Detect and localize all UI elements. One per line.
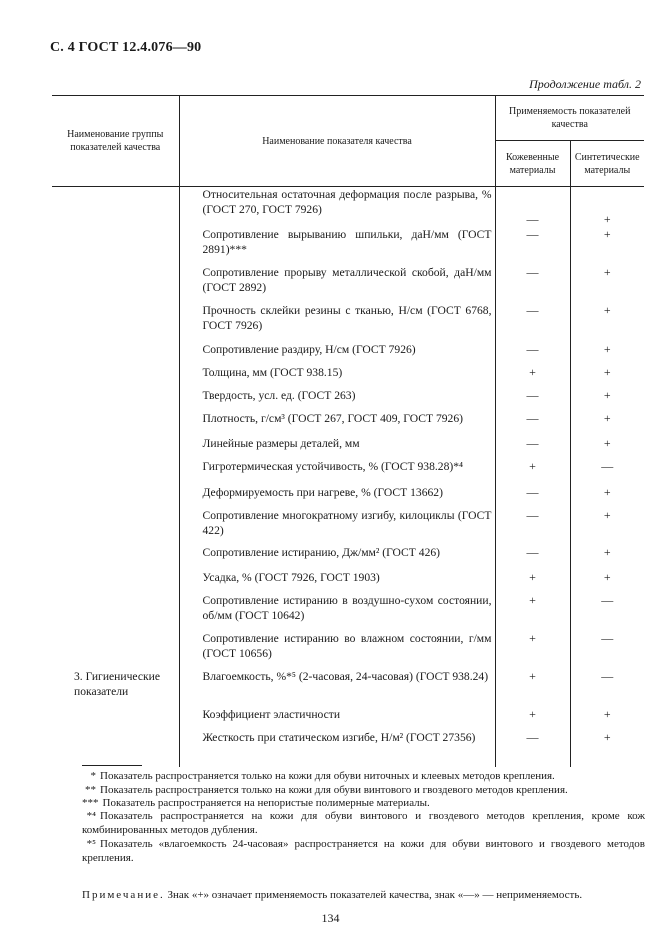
row-synthetic-mark: + [570,365,644,388]
row-name-cell: Толщина, мм (ГОСТ 938.15) [179,365,495,388]
row-leather-mark: — [495,508,570,545]
table-row [52,508,644,545]
row-leather-mark: — [495,227,570,265]
row-synthetic-mark: + [570,730,644,767]
row-name-cell: Твердость, усл. ед. (ГОСТ 263) [179,388,495,411]
row-name-cell: Сопротивление вырыванию шпильки, даН/мм (ГОСТ 2891)*** [179,227,495,265]
table-row [52,227,644,265]
row-name-cell: Коэффициент эластичности [179,707,495,730]
row-group-cell [52,459,179,485]
row-synthetic-mark: + [570,342,644,365]
table-row [52,187,644,228]
footnote-symbol: * [90,770,96,782]
row-group-cell [52,570,179,593]
row-group-cell [52,227,179,265]
footnote [82,797,645,811]
table-row [52,669,644,707]
row-group-cell [52,436,179,459]
footnote [82,838,645,865]
row-name-cell: Плотность, г/см³ (ГОСТ 267, ГОСТ 409, ГОСТ 7926) [179,411,495,436]
row-synthetic-mark: + [570,508,644,545]
row-name-cell: Линейные размеры деталей, мм [179,436,495,459]
row-group-cell [52,730,179,767]
row-group-cell [52,303,179,342]
row-leather-mark: — [495,545,570,570]
synthetic-column-header: Синтетические материалы [570,141,644,187]
row-leather-mark: + [495,365,570,388]
row-synthetic-mark: + [570,187,644,228]
footnote-rule [82,765,142,766]
row-group-cell [52,388,179,411]
leather-column-header: Кожевенные материалы [495,141,570,187]
name-column-header: Наименование показателя качества [179,96,495,187]
row-name-cell: Сопротивление многократному изгибу, килоциклы (ГОСТ 422) [179,508,495,545]
row-group-cell [52,707,179,730]
table-row [52,388,644,411]
row-synthetic-mark: + [570,545,644,570]
row-synthetic-mark: — [570,669,644,707]
row-synthetic-mark: + [570,303,644,342]
row-group-cell [52,265,179,303]
row-leather-mark: + [495,669,570,707]
row-synthetic-mark: + [570,411,644,436]
row-name-cell: Сопротивление прорыву металлической скобой, даН/мм (ГОСТ 2892) [179,265,495,303]
row-synthetic-mark: + [570,485,644,508]
row-synthetic-mark: — [570,459,644,485]
row-name-cell: Гигротермическая устойчивость, % (ГОСТ 938.28)*⁴ [179,459,495,485]
row-name-cell: Сопротивление раздиру, Н/см (ГОСТ 7926) [179,342,495,365]
row-group-cell [52,508,179,545]
table-row [52,707,644,730]
note-label: Примечание. [82,889,165,901]
row-name-cell: Прочность склейки резины с тканью, Н/см (ГОСТ 6768, ГОСТ 7926) [179,303,495,342]
table-row [52,459,644,485]
footnote-text: Показатель распространяется только на кожи для обуви ниточных и клеевых методов крепления. [100,770,555,782]
row-synthetic-mark: + [570,227,644,265]
footnote-symbol: *⁴ [86,810,96,822]
row-leather-mark: + [495,570,570,593]
group-label: 3. Гигиенические показатели [74,670,160,698]
row-synthetic-mark: + [570,436,644,459]
row-name-cell: Деформируемость при нагреве, % (ГОСТ 13662) [179,485,495,508]
group-column-header: Наименование группы показателей качества [52,96,179,187]
row-leather-mark: — [495,411,570,436]
table-row [52,730,644,767]
row-name-cell: Относительная остаточная деформация после разрыва, % (ГОСТ 270, ГОСТ 7926) [179,187,495,228]
row-leather-mark: — [495,730,570,767]
table-row [52,593,644,631]
page-number: 134 [321,911,340,925]
row-name-cell: Сопротивление истиранию во влажном состоянии, г/мм (ГОСТ 10656) [179,631,495,669]
row-leather-mark: + [495,459,570,485]
table-row [52,411,644,436]
footnote-text: Показатель распространяется на кожи для обуви винтового и гвоздевого методов крепления, кроме кож комбинированных методов дубления. [82,810,645,836]
table-row [52,436,644,459]
row-name-cell: Усадка, % (ГОСТ 7926, ГОСТ 1903) [179,570,495,593]
footnote-text: Показатель распространяется на непористые полимерные материалы. [102,797,430,809]
footnote [82,784,645,798]
footnote-text: Показатель распространяется только на кожи для обуви винтового и гвоздевого методов крепления. [100,784,568,796]
row-name-cell: Сопротивление истиранию, Дж/мм² (ГОСТ 426) [179,545,495,570]
row-name-cell: Жесткость при статическом изгибе, Н/м² (ГОСТ 27356) [179,730,495,767]
row-synthetic-mark: — [570,593,644,631]
row-leather-mark: — [495,436,570,459]
row-group-cell [52,342,179,365]
row-group-cell [52,545,179,570]
note-text: Знак «+» означает применяемость показателей качества, знак «—» — неприменяемость. [167,889,583,901]
table-row [52,303,644,342]
row-leather-mark: + [495,593,570,631]
row-group-cell [52,187,179,228]
footnote-symbol: ** [85,784,96,796]
row-synthetic-mark: + [570,265,644,303]
applicability-header: Применяемость показателей качества [495,96,644,141]
row-group-cell [52,593,179,631]
row-synthetic-mark: — [570,631,644,669]
row-name-cell: Влагоемкость, %*⁵ (2-часовая, 24-часовая) (ГОСТ 938.24) [179,669,495,707]
table-row [52,485,644,508]
table-row [52,570,644,593]
row-group-cell [52,411,179,436]
row-group-cell [52,631,179,669]
footnote-symbol: *⁵ [86,838,96,850]
table-continuation-label: Продолжение табл. 2 [529,77,641,91]
row-group-cell [52,485,179,508]
row-leather-mark: — [495,342,570,365]
row-leather-mark: + [495,631,570,669]
row-group-cell [52,365,179,388]
table-note [82,889,645,901]
row-leather-mark: — [495,303,570,342]
row-leather-mark: — [495,265,570,303]
row-synthetic-mark: + [570,570,644,593]
row-leather-mark: — [495,187,570,228]
footnote [82,810,645,837]
quality-table [52,95,644,767]
table-row [52,365,644,388]
table-row [52,631,644,669]
page-header: С. 4 ГОСТ 12.4.076—90 [50,40,202,55]
row-name-cell: Сопротивление истиранию в воздушно-сухом состоянии, об/мм (ГОСТ 10642) [179,593,495,631]
row-synthetic-mark: + [570,388,644,411]
row-synthetic-mark: + [570,707,644,730]
footnote-text: Показатель «влагоемкость 24-часовая» распространяется на кожи для обуви винтового и гвоздевого методов крепления. [82,838,645,864]
row-leather-mark: — [495,485,570,508]
row-leather-mark: — [495,388,570,411]
table-row [52,265,644,303]
row-group-cell [52,669,179,707]
table-row [52,545,644,570]
table-row [52,342,644,365]
footnote-symbol: *** [82,797,99,809]
footnote [82,770,645,784]
row-leather-mark: + [495,707,570,730]
